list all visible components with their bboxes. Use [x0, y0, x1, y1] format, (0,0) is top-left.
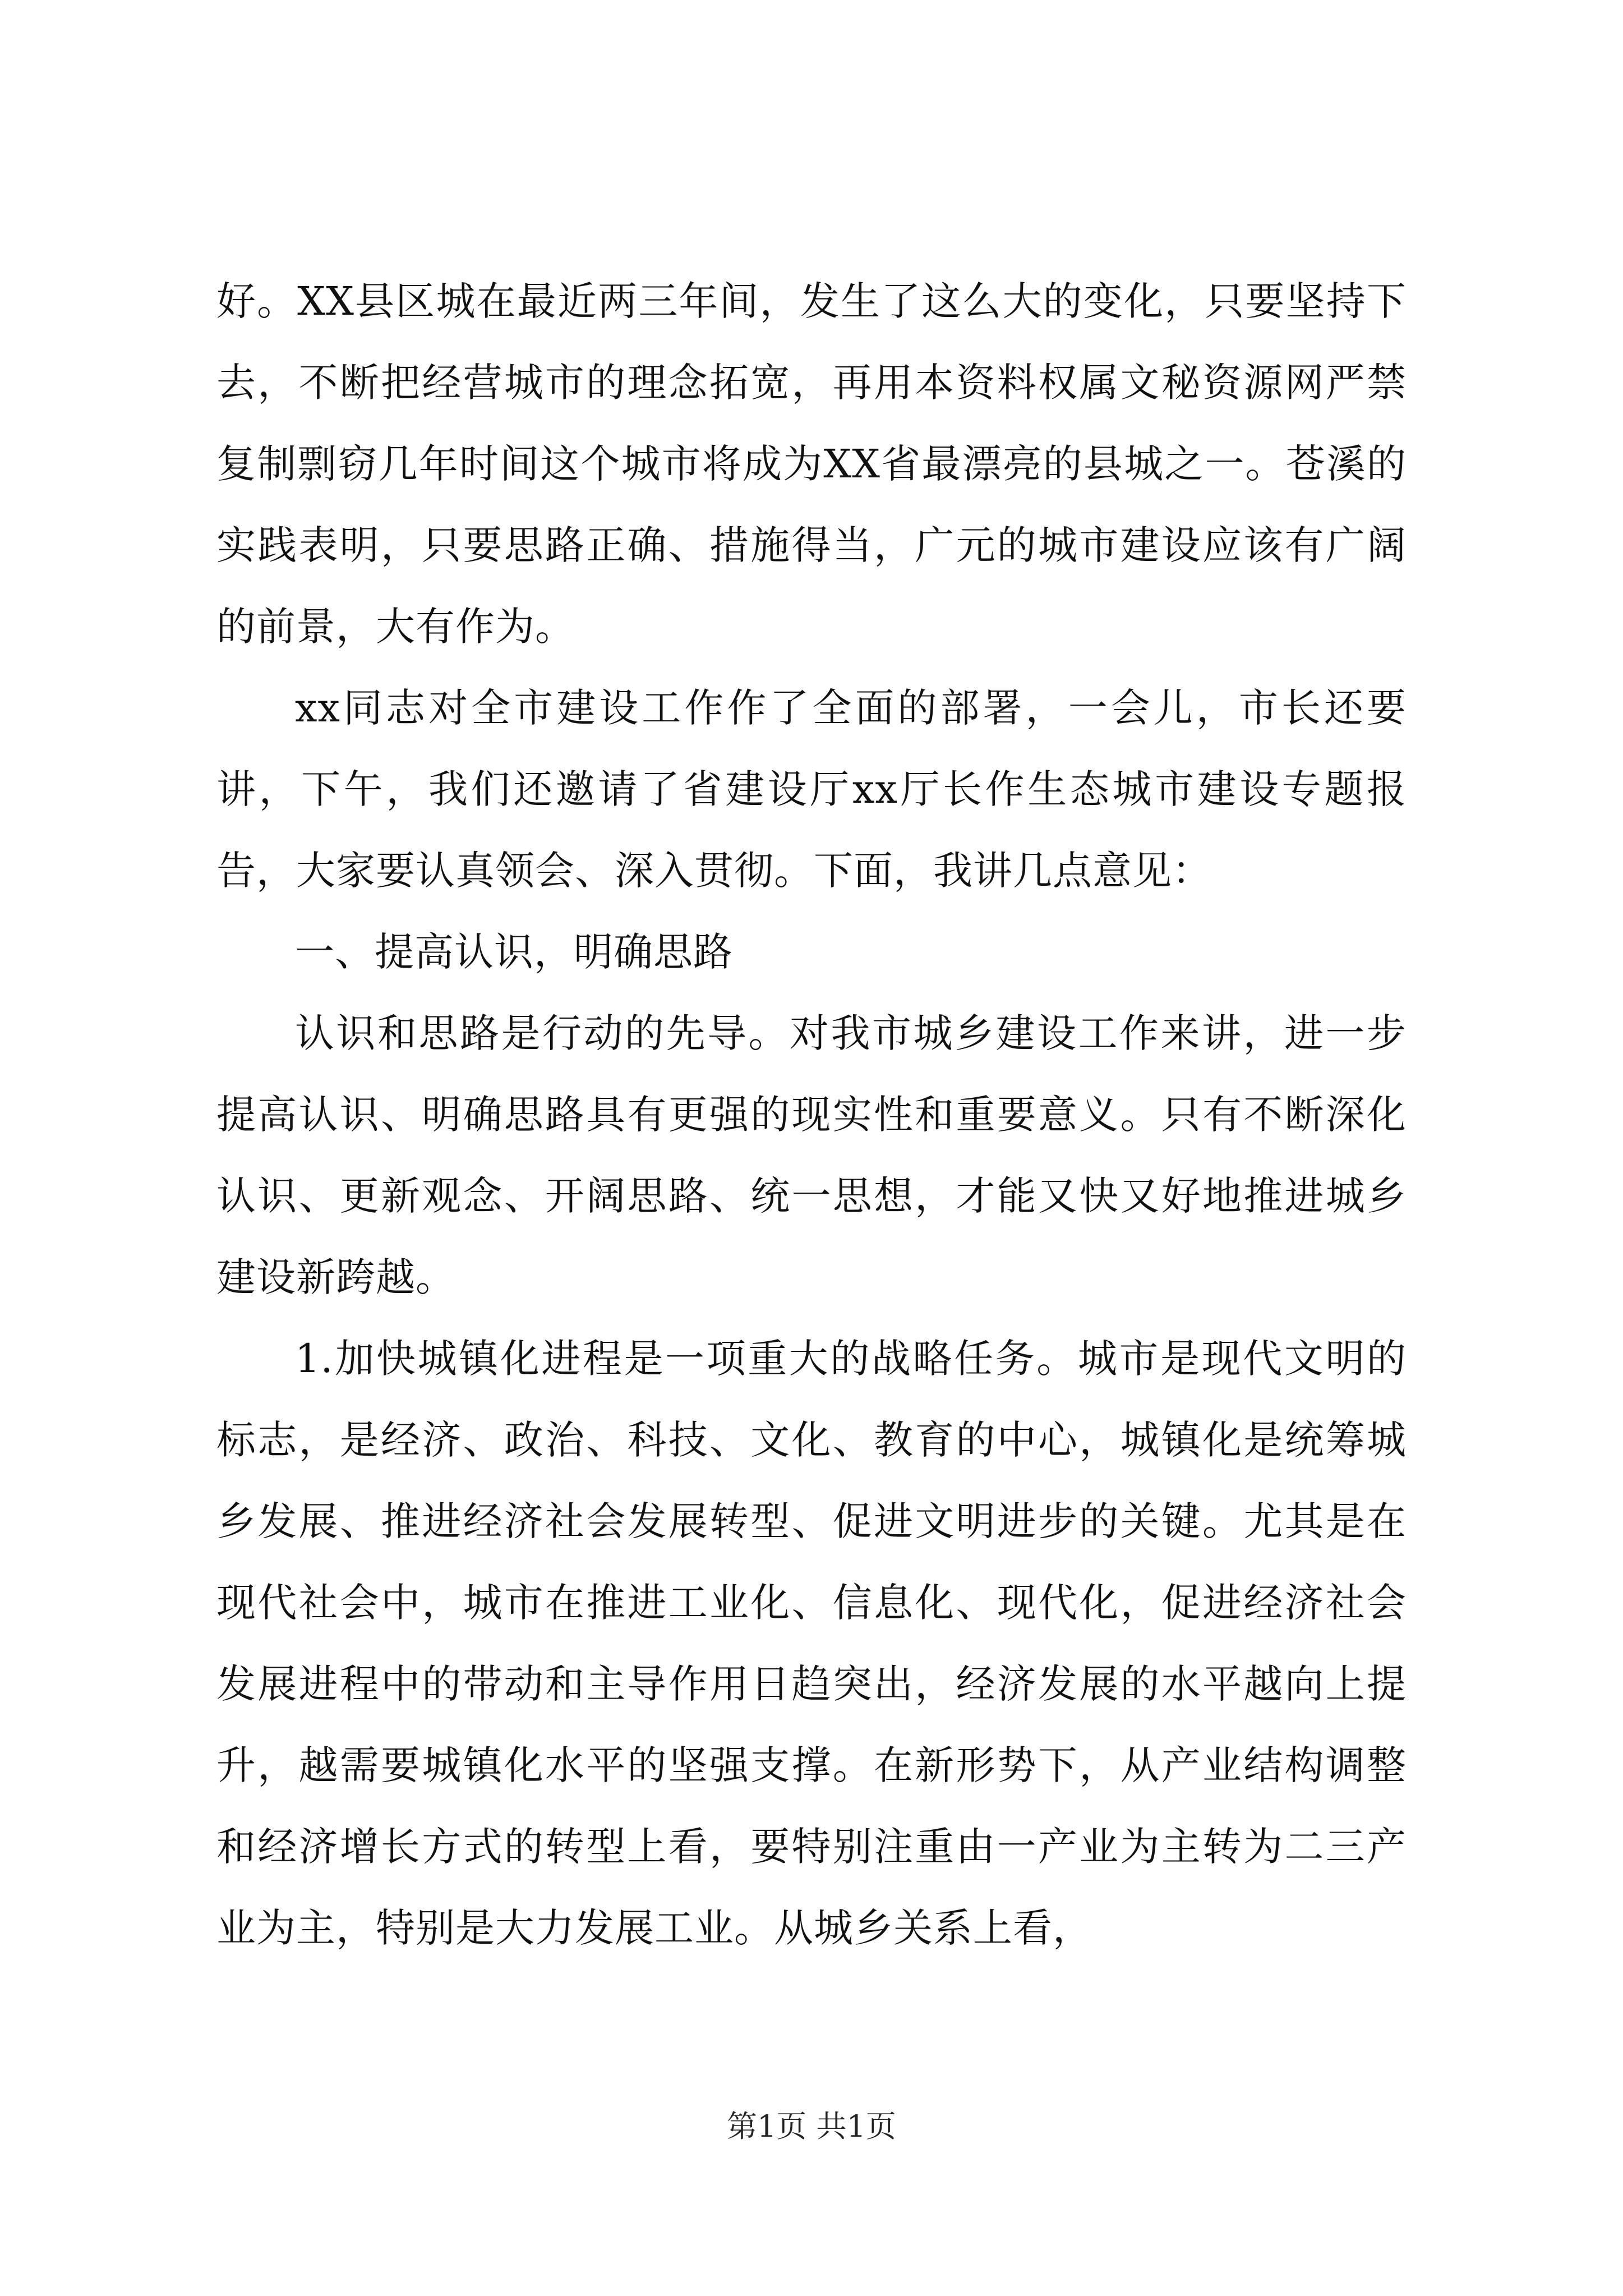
paragraph-1: 好。XX县区城在最近两三年间，发生了这么大的变化，只要坚持下去，不断把经营城市的理念拓宽，再用本资料权属文秘资源网严禁复制剽窃几年时间这个城市将成为XX省最漂亮的县城之一。苍溪的实践表明，只要思路正确、措施得当，广元的城市建设应该有广阔的前景，大有作为。	[216, 278, 1407, 650]
paragraph-3: 认识和思路是行动的先导。对我市城乡建设工作来讲，进一步提高认识、明确思路具有更强的现实性和重要意义。只有不断深化认识、更新观念、开阔思路、统一思想，才能又快又好地推进城乡建设新跨越。	[216, 1010, 1407, 1300]
paragraph-2: xx同志对全市建设工作作了全面的部署，一会儿，市长还要讲，下午，我们还邀请了省建设厅xx厅长作生态城市建设专题报告，大家要认真领会、深入贯彻。下面，我讲几点意见：	[216, 685, 1407, 894]
section-heading: 一、提高认识，明确思路	[295, 929, 733, 975]
page-footer: 第1页 共1页	[727, 2109, 896, 2144]
document-body	[216, 261, 1407, 1969]
paragraph-4: 1.加快城镇化进程是一项重大的战略任务。城市是现代文明的标志，是经济、政治、科技、文化、教育的中心，城镇化是统筹城乡发展、推进经济社会发展转型、促进文明进步的关键。尤其是在现代社会中，城市在推进工业化、信息化、现代化，促进经济社会发展进程中的带动和主导作用日趋突出，经济发展的水平越向上提升，越需要城镇化水平的坚强支撑。在新形势下，从产业结构调整和经济增长方式的转型上看，要特别注重由一产业为主转为二三产业为主，特别是大力发展工业。从城乡关系上看，	[216, 1336, 1407, 1951]
